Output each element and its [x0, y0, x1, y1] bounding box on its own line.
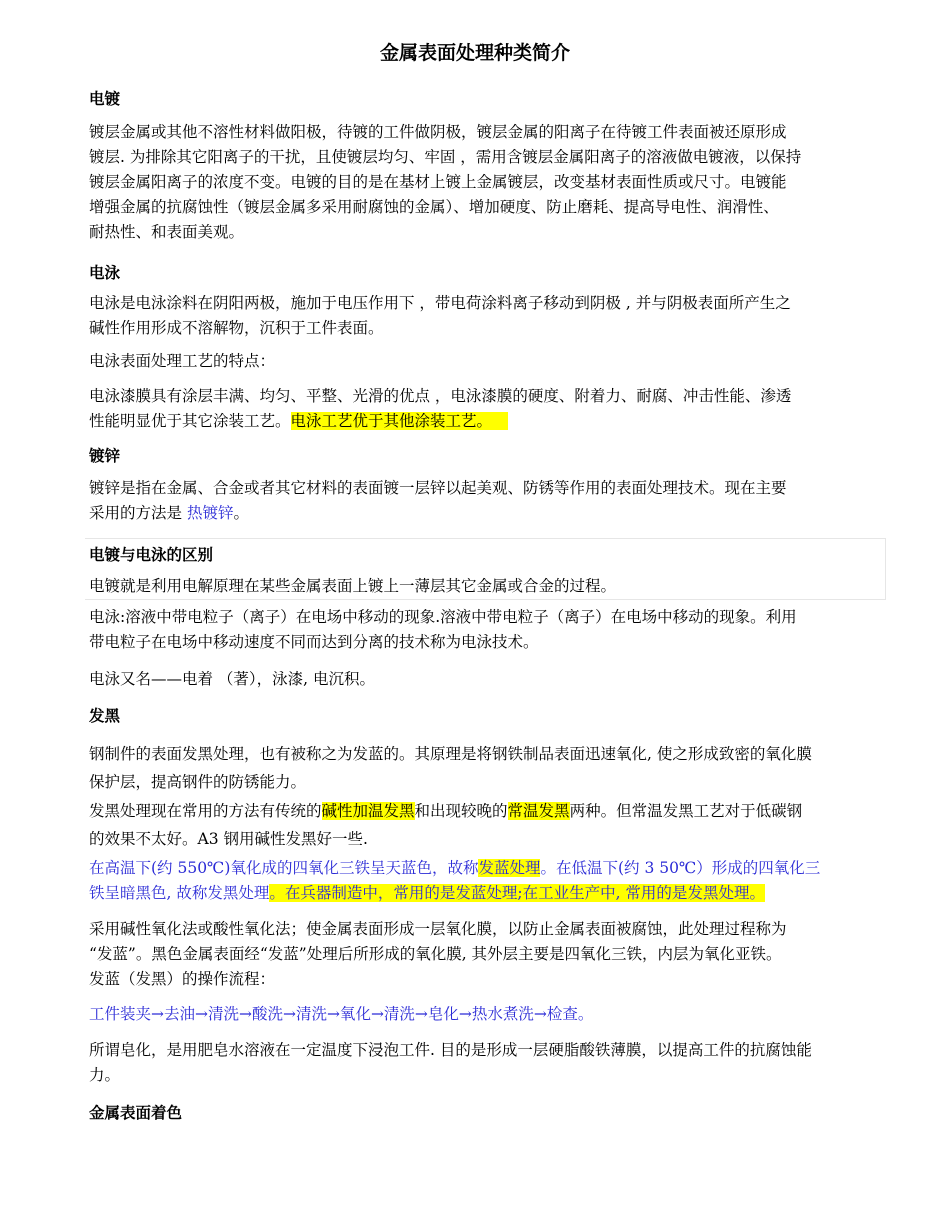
text-line: 钢制件的表面发黑处理，也有被称之为发蓝的。其原理是将钢铁制品表面迅速氧化, 使之形成致密的氧化膜 — [89, 745, 812, 763]
text-span: 在高温下(约 550℃)氧化成的四氧化三铁呈天蓝色，故称 — [89, 859, 479, 877]
text-span: 。在低温下(约 3 50℃）形成的四氧化三 — [540, 859, 821, 877]
heading-coloring: 金属表面着色 — [89, 1104, 183, 1122]
text-line: 镀层. 为排除其它阳离子的干扰，且使镀层均匀、牢固 ，需用含镀层金属阳离子的溶液做电镀液，以保持 — [89, 148, 802, 166]
text-line: 镀层金属阳离子的浓度不变。电镀的目的是在基材上镀上金属镀层，改变基材表面性质或尺寸。电镀能 — [89, 173, 787, 191]
text-span: 采用的方法是 — [89, 504, 187, 522]
text-line: 采用碱性氧化法或酸性氧化法；使金属表面形成一层氧化膜，以防止金属表面被腐蚀，此处理过程称为 — [89, 920, 787, 938]
text-line — [89, 409, 889, 434]
text-line: 带电粒子在电场中移动速度不同而达到分离的技术称为电泳技术。 — [89, 633, 539, 651]
paragraph-electrophoresis-3 — [89, 384, 889, 434]
paragraph-blackening-4 — [89, 917, 889, 992]
paragraph-electrophoresis-1 — [89, 291, 889, 341]
text-line: “发蓝”。黑色金属表面经“发蓝”处理后所形成的氧化膜, 其外层主要是四氧化三铁，内层为氧化亚铁。 — [89, 945, 782, 963]
text-line: 电泳漆膜具有涂层丰满、均匀、平整、光滑的优点 ，电泳漆膜的硬度、附着力、耐腐、冲击性能、渗透 — [89, 387, 792, 405]
highlighted-text: 碱性加温发黑 — [321, 802, 415, 820]
heading-electroplating: 电镀 — [89, 90, 121, 108]
paragraph-electrophoresis-2: 电泳表面处理工艺的特点： — [89, 352, 276, 370]
text-line: 发蓝（发黑）的操作流程： — [89, 970, 276, 988]
text-line — [89, 797, 889, 825]
page-title: 金属表面处理种类简介 — [379, 42, 570, 64]
highlighted-text: 发蓝处理 — [478, 859, 541, 877]
text-line: 的效果不太好。A3 钢用碱性发黑好一些. — [89, 830, 368, 848]
paragraph-blackening-2 — [89, 797, 889, 853]
text-span: 发黑处理现在常用的方法有传统的 — [89, 802, 322, 820]
heading-galvanizing: 镀锌 — [89, 447, 121, 465]
text-line — [89, 881, 889, 906]
text-line: 镀层金属或其他不溶性材料做阳极，待镀的工件做阴极，镀层金属的阳离子在待镀工件表面被还原形成 — [89, 123, 787, 141]
process-flow: 工件装夹→去油→清洗→酸洗→清洗→氧化→清洗→皂化→热水煮洗→检查。 — [89, 1005, 594, 1023]
highlighted-text: 常温发黑 — [507, 802, 570, 820]
text-line: 耐热性、和表面美观。 — [89, 223, 245, 241]
text-span: 和出现较晚的 — [414, 802, 508, 820]
text-line: 保护层，提高钢件的防锈能力。 — [89, 773, 307, 791]
text-span: 两种。但常温发黑工艺对于低碳钢 — [569, 802, 803, 820]
heading-blackening: 发黑 — [89, 707, 121, 725]
text-line: 电泳是电泳涂料在阴阳两极，施加于电压作用下 ，带电荷涂料离子移动到阴极 , 并与阴极表面所产生之 — [89, 294, 791, 312]
paragraph-difference-3: 电泳又名——电着 （著），泳漆, 电沉积。 — [89, 670, 376, 688]
heading-difference: 电镀与电泳的区别 — [89, 546, 214, 564]
text-line — [89, 501, 889, 526]
text-line: 所谓皂化，是用肥皂水溶液在一定温度下浸泡工件. 目的是形成一层硬脂酸铁薄膜，以提高工件的抗腐蚀能 — [89, 1041, 812, 1059]
heading-electrophoresis: 电泳 — [89, 264, 121, 282]
text-line: 镀锌是指在金属、合金或者其它材料的表面镀一层锌以起美观、防锈等作用的表面处理技术。现在主要 — [89, 479, 787, 497]
text-span: 性能明显优于其它涂装工艺。 — [89, 412, 291, 430]
text-line: 电泳:溶液中带电粒子（离子）在电场中移动的现象.溶液中带电粒子（离子）在电场中移动的现象。利用 — [89, 608, 797, 626]
text-line — [89, 856, 889, 881]
paragraph-blackening-3 — [89, 856, 889, 906]
text-line: 碱性作用形成不溶解物，沉积于工件表面。 — [89, 319, 384, 337]
text-line: 力。 — [89, 1066, 121, 1084]
highlighted-text: 。在兵器制造中，常用的是发蓝处理;在工业生产中, 常用的是发黑处理。 — [269, 884, 765, 902]
paragraph-difference-1: 电镀就是利用电解原理在某些金属表面上镀上一薄层其它金属或合金的过程。 — [89, 577, 617, 595]
hot-dip-galvanizing-link[interactable]: 热镀锌 — [186, 504, 234, 522]
text-line: 增强金属的抗腐蚀性（镀层金属多采用耐腐蚀的金属）、增加硬度、防止磨耗、提高导电性、润滑性、 — [89, 198, 779, 216]
text-span: 。 — [233, 504, 249, 522]
highlighted-text: 电泳工艺优于其他涂装工艺。 — [291, 412, 509, 430]
paragraph-blackening-5 — [89, 1038, 889, 1088]
paragraph-difference-2 — [89, 605, 889, 655]
paragraph-blackening-1 — [89, 740, 889, 796]
paragraph-galvanizing — [89, 476, 889, 526]
text-span: 铁呈暗黑色, 故称发黑处理 — [89, 884, 270, 902]
paragraph-electroplating — [89, 120, 889, 245]
